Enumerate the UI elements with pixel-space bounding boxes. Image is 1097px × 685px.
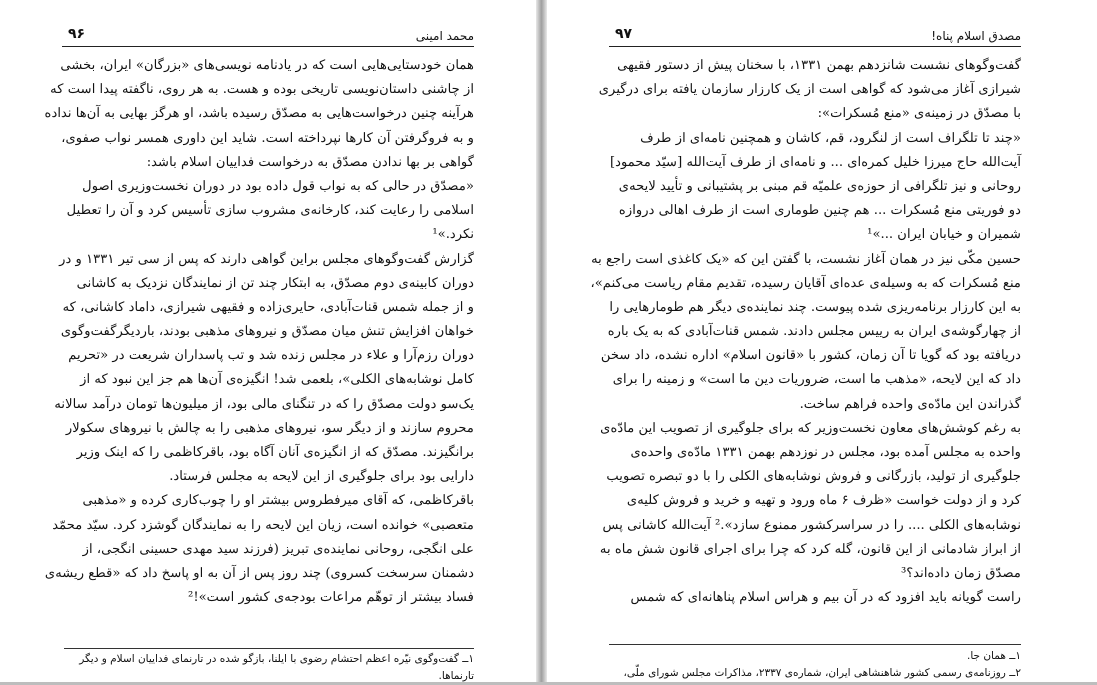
text-line: کامل نوشابه‌های الکلی»، بلعمی شد! انگیزه‌ی آن‌ها هم جز این نبود که از bbox=[80, 372, 474, 388]
right-page bbox=[547, 0, 1097, 682]
running-head-title: مصدق اسلام پناه! bbox=[931, 29, 1021, 43]
text-line: محروم سازند و از دیگر سو، نیروهای مذهبی را به چالش با نیروهای سکولار bbox=[65, 420, 474, 436]
book-gutter bbox=[536, 0, 547, 682]
text-line: مصدّق زمان داده‌اند؟³ bbox=[900, 565, 1021, 581]
footnote-divider bbox=[609, 644, 1021, 645]
text-line: شمیران و خیابان ایران ...»¹ bbox=[867, 227, 1021, 243]
left-body-text bbox=[44, 54, 474, 610]
text-line: راست گویانه باید افزود که در آن بیم و هراس اسلام پناهانه‌ای که شمس bbox=[630, 590, 1021, 606]
text-line: شیرازی آغاز می‌شود که گواهی است از یک کارزار سازمان یافته برای درگیری bbox=[598, 82, 1021, 98]
left-page-header bbox=[62, 26, 474, 47]
footnote-line: ۱ــ همان جا. bbox=[966, 650, 1021, 662]
text-line: هرآینه چنین درخواست‌هایی به مصدّق رسیده باشد، او هرگز بهایی به آن‌ها نداده bbox=[44, 106, 474, 122]
footnote-line: تارنماها. bbox=[438, 670, 474, 682]
footnote-divider bbox=[64, 648, 474, 649]
text-line: دارایی بود برای جلوگیری از این لایحه به مجلس فرستاد. bbox=[169, 469, 474, 485]
text-line: از ابراز شادمانی از این قانون، گله کرد که چرا برای اجرای قانون شش ماه به bbox=[599, 541, 1021, 557]
text-line: واحده به مجلس آمده بود، مجلس در نوزدهم بهمن ۱۳۳۱ مادّه‌ی واحده‌ی bbox=[630, 445, 1021, 460]
text-line: اسلامی را رعایت کند، کارخانه‌ی مشروب سازی تأسیس کرد و آن را تعطیل bbox=[66, 203, 474, 219]
page-number: ۹۷ bbox=[615, 26, 633, 42]
text-line: به این کارزار برنامه‌ریزی شده پیوست. چند نماینده‌ی دیگر هم طومارهایی را bbox=[609, 299, 1021, 315]
text-line: گذراندن این مادّه‌ی واحده فراهم ساخت. bbox=[799, 396, 1021, 412]
text-line: و از جمله شمس قنات‌آبادی، حایری‌زاده و فقیهی شیرازی، داماد کاشانی، که bbox=[62, 299, 474, 315]
text-line: علی انگجی، روحانی نماینده‌ی تبریز (فرزند سید مهدی حسینی انگجی، از bbox=[82, 541, 474, 557]
text-line: همان خودستایی‌هایی است که در یادنامه نویسی‌های «بزرگان» ایران، بخشی bbox=[60, 58, 474, 73]
text-line: دشمنان سرسخت کسروی) چند روز پس از آن به او پاسخ داد که «قطع ریشه‌ی bbox=[44, 565, 474, 581]
text-line: روحانی و نیز تلگرافی از حوزه‌ی علمیّه قم مبنی بر پشتیبانی و تأیید لایحه‌ی bbox=[618, 178, 1021, 194]
right-page-header bbox=[609, 26, 1021, 47]
text-line: «مصدّق در حالی که به نواب قول داده بود در دوران نخست‌وزیری اصول bbox=[82, 178, 474, 194]
text-line: با مصدّق در زمینه‌ی «منع مُسکرات»: bbox=[817, 106, 1021, 122]
text-line: گفت‌وگوهای نشست شانزدهم بهمن ۱۳۳۱، با سخنان پیش از دستور فقیهی bbox=[617, 58, 1021, 73]
text-line: نکرد.»¹ bbox=[432, 227, 474, 243]
text-line: دوران کابینه‌ی دوم مصدّق، به ابتکار چند تن از نمایندگان نزدیک به کاشانی bbox=[76, 275, 474, 291]
text-line: و به فروگرفتن آن کارها نپرداخته است. شاید این داوری همسر نواب صفوی، bbox=[61, 130, 474, 146]
footnote-line: ۱ــ گفت‌وگوی نیّره اعظم احتشام رضوی با ایلنا، بازگو شده در تارنمای فداییان اسلام و دیگر bbox=[79, 653, 474, 665]
text-line: نوشابه‌های الکلی .... را در سراسرکشور ممنوع سازد».² آیت‌الله کاشانی پس bbox=[602, 517, 1021, 533]
text-line: باقرکاظمی، که آقای میرفطروس بیشتر او را چوب‌کاری کرده و «مذهبی bbox=[82, 493, 474, 509]
text-line: داد که این لایحه، «مذهب ما است، ضروریات دین ما است» و زمینه را برای bbox=[612, 372, 1021, 388]
text-line: از چاشنی داستان‌نویسی تاریخی بوده و هست. به هر روی، ناگفته پیدا است که bbox=[50, 82, 474, 98]
text-line: کرد و از دولت خواست «ظرف ۶ ماه ورود و تهیه و خرید و فروش کلیه‌ی bbox=[626, 493, 1021, 509]
left-page bbox=[0, 0, 536, 682]
text-line: به رغم کوشش‌های معاون نخست‌وزیر که برای جلوگیری از تصویب این مادّه‌ی bbox=[600, 420, 1021, 436]
text-line: حسین مکّی نیز در همان آغاز نشست، با گفتن این که «یک کاغذی است راجع به bbox=[591, 251, 1021, 267]
text-line: برانگیزند. مصدّق که از انگیزه‌ی آنان آگاه بود، باقرکاظمی را که اینک وزیر bbox=[76, 445, 474, 460]
text-line: متعصبی» خوانده است، زیان این لایحه را به نمایندگان گوشزد کرد. سیّد محمّد bbox=[52, 517, 474, 533]
text-line: از چهارگوشه‌ی ایران به رییس مجلس دادند. شمس قنات‌آبادی که به یک باره bbox=[607, 324, 1021, 340]
text-line: دوران رزم‌آرا و علاء در مجلس زنده شد و تب پاسداران شریعت در «تحریم bbox=[68, 348, 474, 364]
text-line: آیت‌الله حاج میرزا خلیل کمره‌ای ... و نامه‌ای از طرف آیت‌الله [سیّد محمود] bbox=[609, 154, 1021, 170]
text-line: منع مُسکرات که به وسیله‌ی عده‌ای آقایان رسیده، تقدیم مقام ریاست می‌کنم»، bbox=[590, 275, 1021, 291]
footnote-line: ۲ــ روزنامه‌ی رسمی کشور شاهنشاهی ایران، شماره‌ی ۲۳۳۷، مذاکرات مجلس شورای ملّی، bbox=[623, 667, 1021, 679]
text-line: گواهی بر بها ندادن مصدّق به درخواست فداییان اسلام باشد: bbox=[146, 154, 474, 170]
text-line: جلوگیری از تولید، بازرگانی و فروش نوشابه‌های الکلی را با دو تبصره تصویب bbox=[606, 469, 1021, 485]
page-number: ۹۶ bbox=[68, 26, 86, 42]
right-footnotes bbox=[609, 648, 1021, 682]
right-body-text bbox=[590, 54, 1021, 610]
text-line: خواهان افزایش تنش میان مصدّق و نیروهای مذهبی بودند، باردیگرگفت‌وگوی bbox=[60, 324, 474, 340]
text-line: «چند تا تلگراف است از لنگرود، قم، کاشان و همچنین نامه‌ای از طرف bbox=[640, 130, 1021, 146]
running-head-author: محمد امینی bbox=[415, 29, 474, 43]
text-line: یک‌سو دولت مصدّق را که در تنگنای مالی بود، از میلیون‌ها تومان درآمد سالانه bbox=[54, 396, 474, 412]
text-line: فساد بیشتر از توهّم مراعات بودجه‌ی کشور است»!² bbox=[188, 590, 474, 606]
text-line: دو فوریتی منع مُسکرات ... هم چنین طوماری است از طرف اهالی دروازه bbox=[618, 203, 1021, 219]
left-footnotes bbox=[64, 651, 474, 685]
text-line: گزارش گفت‌وگوهای مجلس براین گواهی دارند که پس از سی تیر ۱۳۳۱ و در bbox=[59, 251, 474, 267]
text-line: دریافته بود که گویا تا آن زمان، کشور با «قانون اسلام» اداره نشده، داد سخن bbox=[600, 348, 1021, 364]
